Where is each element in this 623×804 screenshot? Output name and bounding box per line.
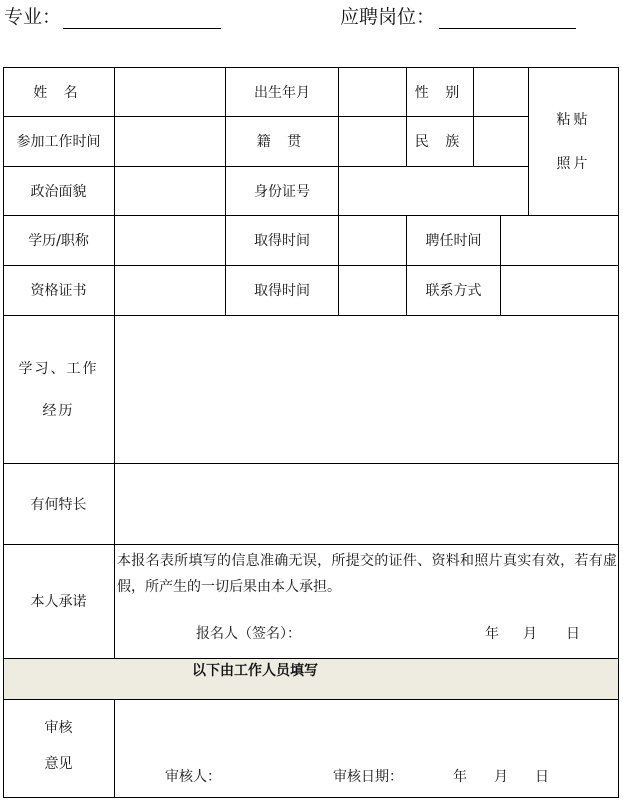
reviewer-label: 审核人： (165, 769, 221, 785)
work-start-input-cell[interactable] (115, 116, 225, 166)
id-number-input-cell[interactable] (339, 166, 528, 215)
photo-label-line1: 粘贴 (556, 112, 591, 128)
obtained-time-label: 取得时间 (254, 233, 310, 249)
obtained-time-input-cell-2[interactable] (339, 265, 406, 315)
education-title-input-cell[interactable] (115, 215, 225, 265)
review-opinion-input-area[interactable] (115, 700, 618, 760)
name-input-cell[interactable] (115, 67, 225, 116)
review-label-line2: 意见 (44, 756, 73, 772)
obtained-time-input-cell[interactable] (339, 215, 406, 265)
appointed-time-label: 聘任时间 (425, 233, 482, 249)
promise-text: 本报名表所填写的信息准确无误，所提交的证件、资料和照片真实有效，若有虚假，所产生的一切后果由本人承担。 (117, 553, 617, 595)
work-start-label: 参加工作时间 (16, 134, 101, 150)
review-day-label: 日 (535, 769, 549, 785)
table-border-bottom (3, 797, 619, 798)
review-date-label: 审核日期： (333, 769, 403, 785)
name-label: 姓 名 (33, 84, 84, 101)
review-year-label: 年 (453, 769, 467, 785)
sign-month-label: 月 (523, 626, 537, 642)
specialty-label: 有何特长 (30, 496, 87, 513)
birth-label: 出生年月 (254, 84, 310, 101)
gender-input-cell[interactable] (474, 67, 528, 116)
ethnicity-label: 民 族 (414, 134, 466, 150)
political-status-input-cell[interactable] (115, 166, 225, 215)
promise-label: 本人承诺 (30, 594, 87, 610)
experience-label-line2: 经历 (42, 403, 75, 419)
obtained-time-label-2: 取得时间 (254, 283, 310, 299)
review-month-label: 月 (494, 769, 508, 785)
registration-form (3, 67, 619, 798)
major-label: 专业： (4, 6, 62, 28)
contact-label: 联系方式 (425, 283, 482, 299)
experience-label-line1: 学习、工作 (18, 361, 99, 377)
experience-label (3, 315, 114, 463)
appointed-time-input-cell[interactable] (501, 215, 618, 265)
contact-input-cell[interactable] (501, 265, 618, 315)
review-label-line1: 审核 (44, 720, 73, 736)
ethnicity-input-cell[interactable] (474, 116, 528, 166)
major-header (4, 2, 221, 29)
staff-section-heading: 以下由工作人员填写 (192, 662, 318, 679)
major-blank-line[interactable] (63, 8, 221, 29)
photo-area[interactable] (529, 67, 618, 215)
experience-input-area[interactable] (115, 316, 618, 463)
id-number-label: 身份证号 (254, 183, 310, 200)
qualification-cert-label: 资格证书 (30, 283, 87, 299)
table-border-right (618, 67, 619, 798)
post-header (340, 2, 576, 29)
specialty-input-area[interactable] (115, 464, 618, 544)
post-label: 应聘岗位： (340, 6, 436, 28)
gender-label: 性 别 (414, 84, 466, 101)
photo-label-line2: 照片 (556, 156, 591, 172)
birth-input-cell[interactable] (339, 67, 406, 116)
qualification-cert-input-cell[interactable] (115, 265, 225, 315)
sign-year-label: 年 (485, 626, 499, 642)
native-place-label: 籍 贯 (256, 134, 308, 150)
post-blank-line[interactable] (439, 8, 576, 29)
native-place-input-cell[interactable] (339, 116, 406, 166)
sign-day-label: 日 (566, 626, 580, 642)
review-label (3, 699, 114, 797)
applicant-sign-label: 报名人（签名）： (196, 626, 301, 642)
education-title-label: 学历/职称 (28, 233, 89, 249)
political-status-label: 政治面貌 (30, 183, 87, 200)
